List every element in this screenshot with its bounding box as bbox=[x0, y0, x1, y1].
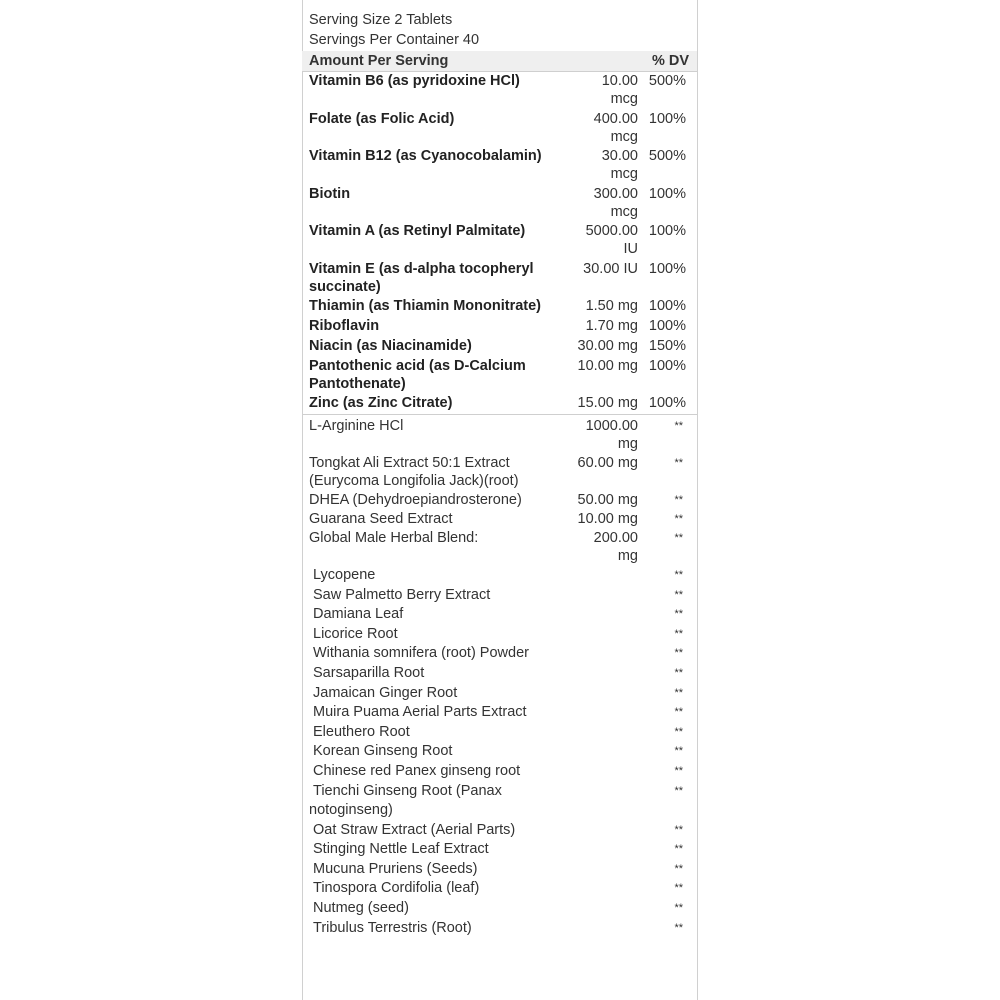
blend-ingredient-dv: ** bbox=[674, 862, 683, 875]
list-item bbox=[302, 919, 698, 939]
ingredient-dv: 100% bbox=[648, 110, 686, 127]
blend-ingredient-name: Tinospora Cordifolia (leaf) bbox=[313, 880, 480, 897]
blend-ingredient-name: Chinese red Panex ginseng root bbox=[313, 762, 521, 779]
ingredient-dv: 500% bbox=[648, 148, 686, 164]
ingredient-name: Pantothenic acid (as D-Calcium Pantothenate) bbox=[309, 357, 526, 392]
table-row bbox=[302, 529, 698, 565]
ingredient-amount: 50.00 mg bbox=[577, 492, 638, 508]
blend-ingredient-dv: ** bbox=[674, 725, 683, 738]
dv-header: % DV bbox=[652, 53, 690, 69]
blend-ingredient-name: Eleuthero Root bbox=[313, 723, 410, 740]
list-item bbox=[302, 625, 698, 645]
table-row bbox=[302, 222, 698, 258]
serving-size: Serving Size 2 Tablets bbox=[309, 12, 453, 28]
blend-ingredient-dv: ** bbox=[674, 608, 683, 621]
supplement-facts-panel bbox=[302, 0, 698, 1000]
list-item bbox=[302, 644, 698, 664]
ingredient-name: Global Male Herbal Blend: bbox=[309, 530, 479, 546]
ingredient-name: Vitamin E (as d-alpha tocopheryl succinate) bbox=[309, 260, 534, 295]
table-header bbox=[302, 51, 698, 72]
list-item bbox=[302, 821, 698, 841]
ingredient-name: Tongkat Ali Extract 50:1 Extract (Eurycoma Longifolia Jack)(root) bbox=[309, 455, 519, 489]
ingredient-amount: 10.00 mcg bbox=[601, 73, 638, 107]
blend-ingredient-name: Tienchi Ginseng Root (Panax notoginseng) bbox=[309, 782, 502, 818]
blend-ingredient-dv: ** bbox=[674, 647, 683, 660]
other-ingredients-section bbox=[302, 417, 698, 565]
table-row bbox=[302, 417, 698, 453]
list-item bbox=[302, 899, 698, 919]
ingredient-name: Riboflavin bbox=[309, 318, 380, 334]
ingredient-name: Thiamin (as Thiamin Mononitrate) bbox=[309, 298, 542, 314]
table-row bbox=[302, 317, 698, 335]
table-row bbox=[302, 357, 698, 393]
blend-ingredient-name: Mucuna Pruriens (Seeds) bbox=[313, 860, 478, 877]
vitamins-section bbox=[302, 72, 698, 412]
blend-ingredient-dv: ** bbox=[674, 666, 683, 679]
blend-ingredient-name: Saw Palmetto Berry Extract bbox=[313, 586, 491, 603]
ingredient-dv: ** bbox=[674, 532, 683, 544]
table-row bbox=[302, 110, 698, 146]
table-row bbox=[302, 297, 698, 315]
ingredient-amount: 1000.00 mg bbox=[585, 418, 638, 452]
ingredient-amount: 200.00 mg bbox=[593, 530, 638, 564]
ingredient-dv: 100% bbox=[648, 298, 686, 314]
ingredient-dv: ** bbox=[674, 457, 683, 469]
herbal-blend-section bbox=[302, 566, 698, 938]
section-divider bbox=[302, 414, 698, 415]
ingredient-name: Vitamin B12 (as Cyanocobalamin) bbox=[309, 148, 542, 164]
ingredient-amount: 5000.00 IU bbox=[585, 223, 638, 257]
blend-ingredient-dv: ** bbox=[674, 921, 683, 934]
table-row bbox=[302, 260, 698, 296]
table-row bbox=[302, 337, 698, 355]
ingredient-dv: 100% bbox=[648, 223, 686, 239]
list-item bbox=[302, 860, 698, 880]
ingredient-amount: 30.00 mg bbox=[577, 338, 638, 354]
ingredient-amount: 10.00 mg bbox=[577, 357, 638, 374]
ingredient-dv: 100% bbox=[648, 260, 686, 277]
blend-ingredient-dv: ** bbox=[674, 706, 683, 719]
blend-ingredient-name: Nutmeg (seed) bbox=[313, 899, 409, 916]
blend-ingredient-dv: ** bbox=[674, 686, 683, 699]
ingredient-dv: ** bbox=[674, 494, 683, 506]
blend-ingredient-dv: ** bbox=[674, 764, 683, 777]
blend-ingredient-name: Withania somnifera (root) Powder bbox=[313, 645, 529, 662]
blend-ingredient-name: Licorice Root bbox=[313, 625, 398, 642]
blend-ingredient-name: Lycopene bbox=[313, 567, 376, 583]
blend-ingredient-dv: ** bbox=[674, 569, 683, 581]
table-row bbox=[302, 454, 698, 490]
blend-ingredient-name: Oat Straw Extract (Aerial Parts) bbox=[313, 821, 516, 838]
ingredient-amount: 30.00 IU bbox=[583, 260, 638, 277]
table-row bbox=[302, 185, 698, 221]
list-item bbox=[302, 684, 698, 704]
ingredient-name: Zinc (as Zinc Citrate) bbox=[309, 395, 453, 411]
ingredient-dv: ** bbox=[674, 420, 683, 432]
ingredient-amount: 30.00 mcg bbox=[601, 148, 638, 182]
blend-ingredient-dv: ** bbox=[674, 823, 683, 836]
blend-ingredient-dv: ** bbox=[674, 745, 683, 758]
list-item bbox=[302, 782, 698, 821]
ingredient-name: L-Arginine HCl bbox=[309, 418, 404, 434]
list-item bbox=[302, 586, 698, 606]
list-item bbox=[302, 762, 698, 782]
blend-ingredient-name: Korean Ginseng Root bbox=[313, 743, 453, 760]
blend-ingredient-name: Damiana Leaf bbox=[313, 606, 404, 623]
ingredient-amount: 300.00 mcg bbox=[593, 185, 638, 220]
blend-ingredient-name: Tribulus Terrestris (Root) bbox=[313, 919, 472, 936]
table-row bbox=[302, 510, 698, 528]
ingredient-dv: 500% bbox=[648, 73, 686, 89]
blend-ingredient-name: Sarsaparilla Root bbox=[313, 664, 425, 681]
ingredient-amount: 400.00 mcg bbox=[593, 110, 638, 145]
blend-ingredient-dv: ** bbox=[674, 843, 683, 856]
ingredient-name: Vitamin A (as Retinyl Palmitate) bbox=[309, 223, 526, 239]
blend-ingredient-dv: ** bbox=[674, 882, 683, 895]
ingredient-amount: 10.00 mg bbox=[577, 511, 638, 527]
ingredient-dv: 150% bbox=[648, 338, 686, 354]
ingredient-name: Folate (as Folic Acid) bbox=[309, 110, 455, 127]
blend-ingredient-name: Jamaican Ginger Root bbox=[313, 684, 458, 701]
blend-ingredient-dv: ** bbox=[674, 784, 683, 797]
blend-ingredient-dv: ** bbox=[674, 627, 683, 640]
ingredient-name: Vitamin B6 (as pyridoxine HCl) bbox=[309, 73, 520, 89]
ingredient-dv: ** bbox=[674, 513, 683, 525]
ingredient-amount: 1.50 mg bbox=[585, 298, 638, 314]
ingredient-amount: 60.00 mg bbox=[577, 455, 638, 471]
ingredient-dv: 100% bbox=[648, 357, 686, 374]
list-item bbox=[302, 840, 698, 860]
blend-ingredient-dv: ** bbox=[674, 901, 683, 914]
list-item bbox=[302, 605, 698, 625]
list-item bbox=[302, 742, 698, 762]
list-item bbox=[302, 723, 698, 743]
blend-ingredient-name: Stinging Nettle Leaf Extract bbox=[313, 841, 489, 858]
amount-per-serving-header: Amount Per Serving bbox=[309, 53, 449, 69]
ingredient-dv: 100% bbox=[648, 318, 686, 334]
list-item bbox=[302, 566, 698, 586]
ingredient-name: DHEA (Dehydroepiandrosterone) bbox=[309, 492, 522, 508]
ingredient-amount: 1.70 mg bbox=[585, 318, 638, 334]
ingredient-name: Biotin bbox=[309, 185, 351, 202]
blend-ingredient-name: Muira Puama Aerial Parts Extract bbox=[313, 704, 527, 721]
servings-per-container: Servings Per Container 40 bbox=[309, 31, 480, 48]
blend-ingredient-dv: ** bbox=[674, 588, 683, 601]
list-item bbox=[302, 703, 698, 723]
ingredient-amount: 15.00 mg bbox=[577, 395, 638, 411]
table-row bbox=[302, 491, 698, 509]
ingredient-name: Guarana Seed Extract bbox=[309, 511, 453, 527]
table-row bbox=[302, 394, 698, 412]
table-row bbox=[302, 147, 698, 183]
ingredient-dv: 100% bbox=[648, 395, 686, 411]
list-item bbox=[302, 664, 698, 684]
list-item bbox=[302, 879, 698, 899]
ingredient-name: Niacin (as Niacinamide) bbox=[309, 338, 472, 354]
ingredient-dv: 100% bbox=[648, 185, 686, 202]
table-row bbox=[302, 72, 698, 108]
